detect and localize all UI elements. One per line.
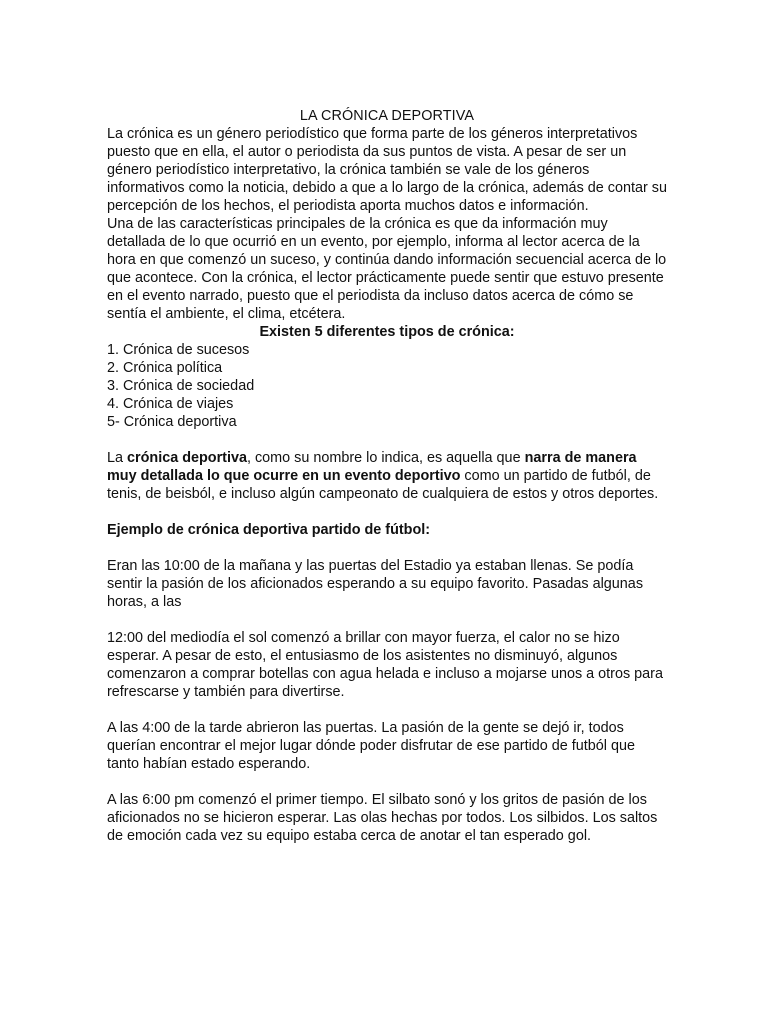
- list-item: 4. Crónica de viajes: [107, 396, 234, 412]
- list-item: 1. Crónica de sucesos: [107, 342, 250, 358]
- types-list: [107, 341, 667, 431]
- types-heading: Existen 5 diferentes tipos de crónica:: [259, 324, 515, 340]
- characteristics-paragraph: Una de las características principales de la crónica es que da información muy detallada de lo que ocurrió en un evento, por ejemplo, informa al lector acerca de la hora en que comenzó un suceso, y continúa dando información secuencial acerca de lo que acontece. Con la crónica, el lector prácticamente puede sentir que estuvo presente en el evento narrado, puesto que el periodista da incluso datos acerca de cómo se sentía el ambiente, el clima, etcétera.: [107, 216, 667, 322]
- definition-paragraph: [107, 449, 667, 503]
- intro-paragraph: La crónica es un género periodístico que forma parte de los géneros interpretativos puesto que en ella, el autor o periodista da sus puntos de vista. A pesar de ser un género periodístico interpretativo, la crónica también se vale de los géneros informativos como la noticia, debido a que a lo largo de la crónica, además de contar su percepción de los hechos, el periodista aporta muchos datos e información.: [107, 126, 667, 214]
- spacer: [107, 539, 667, 557]
- spacer: [107, 701, 667, 719]
- list-item: 2. Crónica política: [107, 360, 223, 376]
- example-paragraph: A las 6:00 pm comenzó el primer tiempo. El silbato sonó y los gritos de pasión de los aficionados no se hicieron esperar. Las olas hechas por todos. Los silbidos. Los saltos de emoción cada vez su equipo estaba cerca de anotar el tan esperado gol.: [107, 792, 658, 844]
- spacer: [107, 611, 667, 629]
- spacer: [107, 773, 667, 791]
- example-heading: [107, 521, 667, 539]
- definition-text: como un partido de futból, de tenis, de beisból, e incluso algún campeonato de cualquiera de estos y otros deportes.: [107, 468, 659, 502]
- definition-bold-phrase: narra de manera muy detallada lo que ocurre en un evento deportivo: [107, 450, 637, 484]
- list-item: 3. Crónica de sociedad: [107, 378, 255, 394]
- list-item: 5- Crónica deportiva: [107, 414, 237, 430]
- definition-text: , como su nombre lo indica, es aquella que: [246, 450, 525, 466]
- document-body: [107, 107, 667, 845]
- example-paragraph: Eran las 10:00 de la mañana y las puertas del Estadio ya estaban llenas. Se podía sentir la pasión de los aficionados esperando a su equipo favorito. Pasadas algunas horas, a las: [107, 558, 644, 610]
- spacer: [107, 503, 667, 521]
- spacer: [107, 431, 667, 449]
- example-heading-text: Ejemplo de crónica deportiva partido de fútbol:: [107, 522, 431, 538]
- document-title: LA CRÓNICA DEPORTIVA: [299, 108, 475, 124]
- example-paragraph: A las 4:00 de la tarde abrieron las puertas. La pasión de la gente se dejó ir, todos querían encontrar el mejor lugar dónde poder disfrutar de ese partido de futból que tanto habían estado esperando.: [107, 720, 635, 772]
- example-paragraph: 12:00 del mediodía el sol comenzó a brillar con mayor fuerza, el calor no se hizo esperar. A pesar de esto, el entusiasmo de los asistentes no disminuyó, algunos comenzaron a comprar botellas con agua helada e incluso a mojarse unos a otros para refrescarse y también para divertirse.: [107, 630, 663, 700]
- definition-text: La: [107, 450, 128, 466]
- definition-bold-term: crónica deportiva: [127, 450, 247, 466]
